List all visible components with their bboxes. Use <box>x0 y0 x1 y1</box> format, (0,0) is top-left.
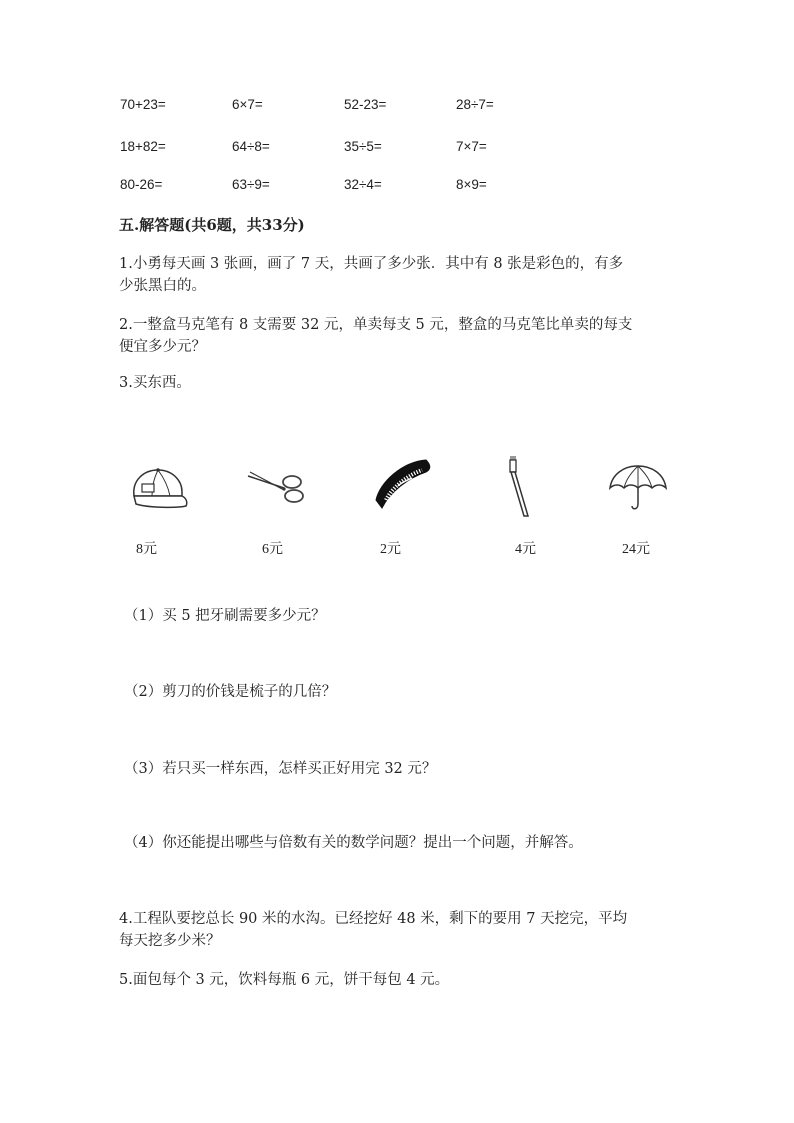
comb-icon <box>372 456 434 512</box>
calc-item: 35÷5= <box>344 139 382 154</box>
toothbrush-icon <box>500 456 540 520</box>
price-label: 6元 <box>262 542 283 557</box>
calc-item: 7×7= <box>456 139 487 154</box>
question-4-line-2: 每天挖多少米？ <box>119 933 221 949</box>
question-5: 5.面包每个 3 元，饮料每瓶 6 元，饼干每包 4 元。 <box>119 972 450 988</box>
umbrella-icon <box>606 462 670 512</box>
sub-question-2: （2）剪刀的价钱是梳子的几倍？ <box>124 684 337 700</box>
calc-item: 18+82= <box>120 139 166 154</box>
sub-question-4: （4）你还能提出哪些与倍数有关的数学问题？提出一个问题，并解答。 <box>124 835 583 851</box>
question-1-line-2: 少张黑白的。 <box>119 278 206 294</box>
calc-item: 32÷4= <box>344 177 382 192</box>
calc-item: 28÷7= <box>456 97 494 112</box>
calc-item: 8×9= <box>456 177 487 192</box>
calc-item: 6×7= <box>232 97 263 112</box>
question-4-line-1: 4.工程队要挖总长 90 米的水沟。已经挖好 48 米，剩下的要用 7 天挖完，平均 <box>119 911 628 927</box>
price-label: 2元 <box>380 542 401 557</box>
calc-item: 80-26= <box>120 177 163 192</box>
calc-item: 64÷8= <box>232 139 270 154</box>
calc-item: 70+23= <box>120 97 166 112</box>
price-label: 4元 <box>515 542 536 557</box>
price-label: 24元 <box>622 542 650 557</box>
sub-question-1: （1）买 5 把牙刷需要多少元？ <box>124 608 326 624</box>
cap-icon <box>128 466 190 510</box>
question-2-line-1: 2.一整盒马克笔有 8 支需要 32 元，单卖每支 5 元，整盒的马克笔比单卖的每支 <box>119 317 633 333</box>
calc-item: 63÷9= <box>232 177 270 192</box>
section-title: 五.解答题(共6题，共33分) <box>119 216 305 234</box>
question-3: 3.买东西。 <box>119 375 191 391</box>
price-label: 8元 <box>136 542 157 557</box>
question-2-line-2: 便宜多少元？ <box>119 339 206 355</box>
calc-item: 52-23= <box>344 97 387 112</box>
scissors-icon <box>246 466 308 506</box>
sub-question-3: （3）若只买一样东西，怎样买正好用完 32 元？ <box>124 761 437 777</box>
question-1-line-1: 1.小勇每天画 3 张画，画了 7 天，共画了多少张．其中有 8 张是彩色的，有多 <box>119 256 624 272</box>
